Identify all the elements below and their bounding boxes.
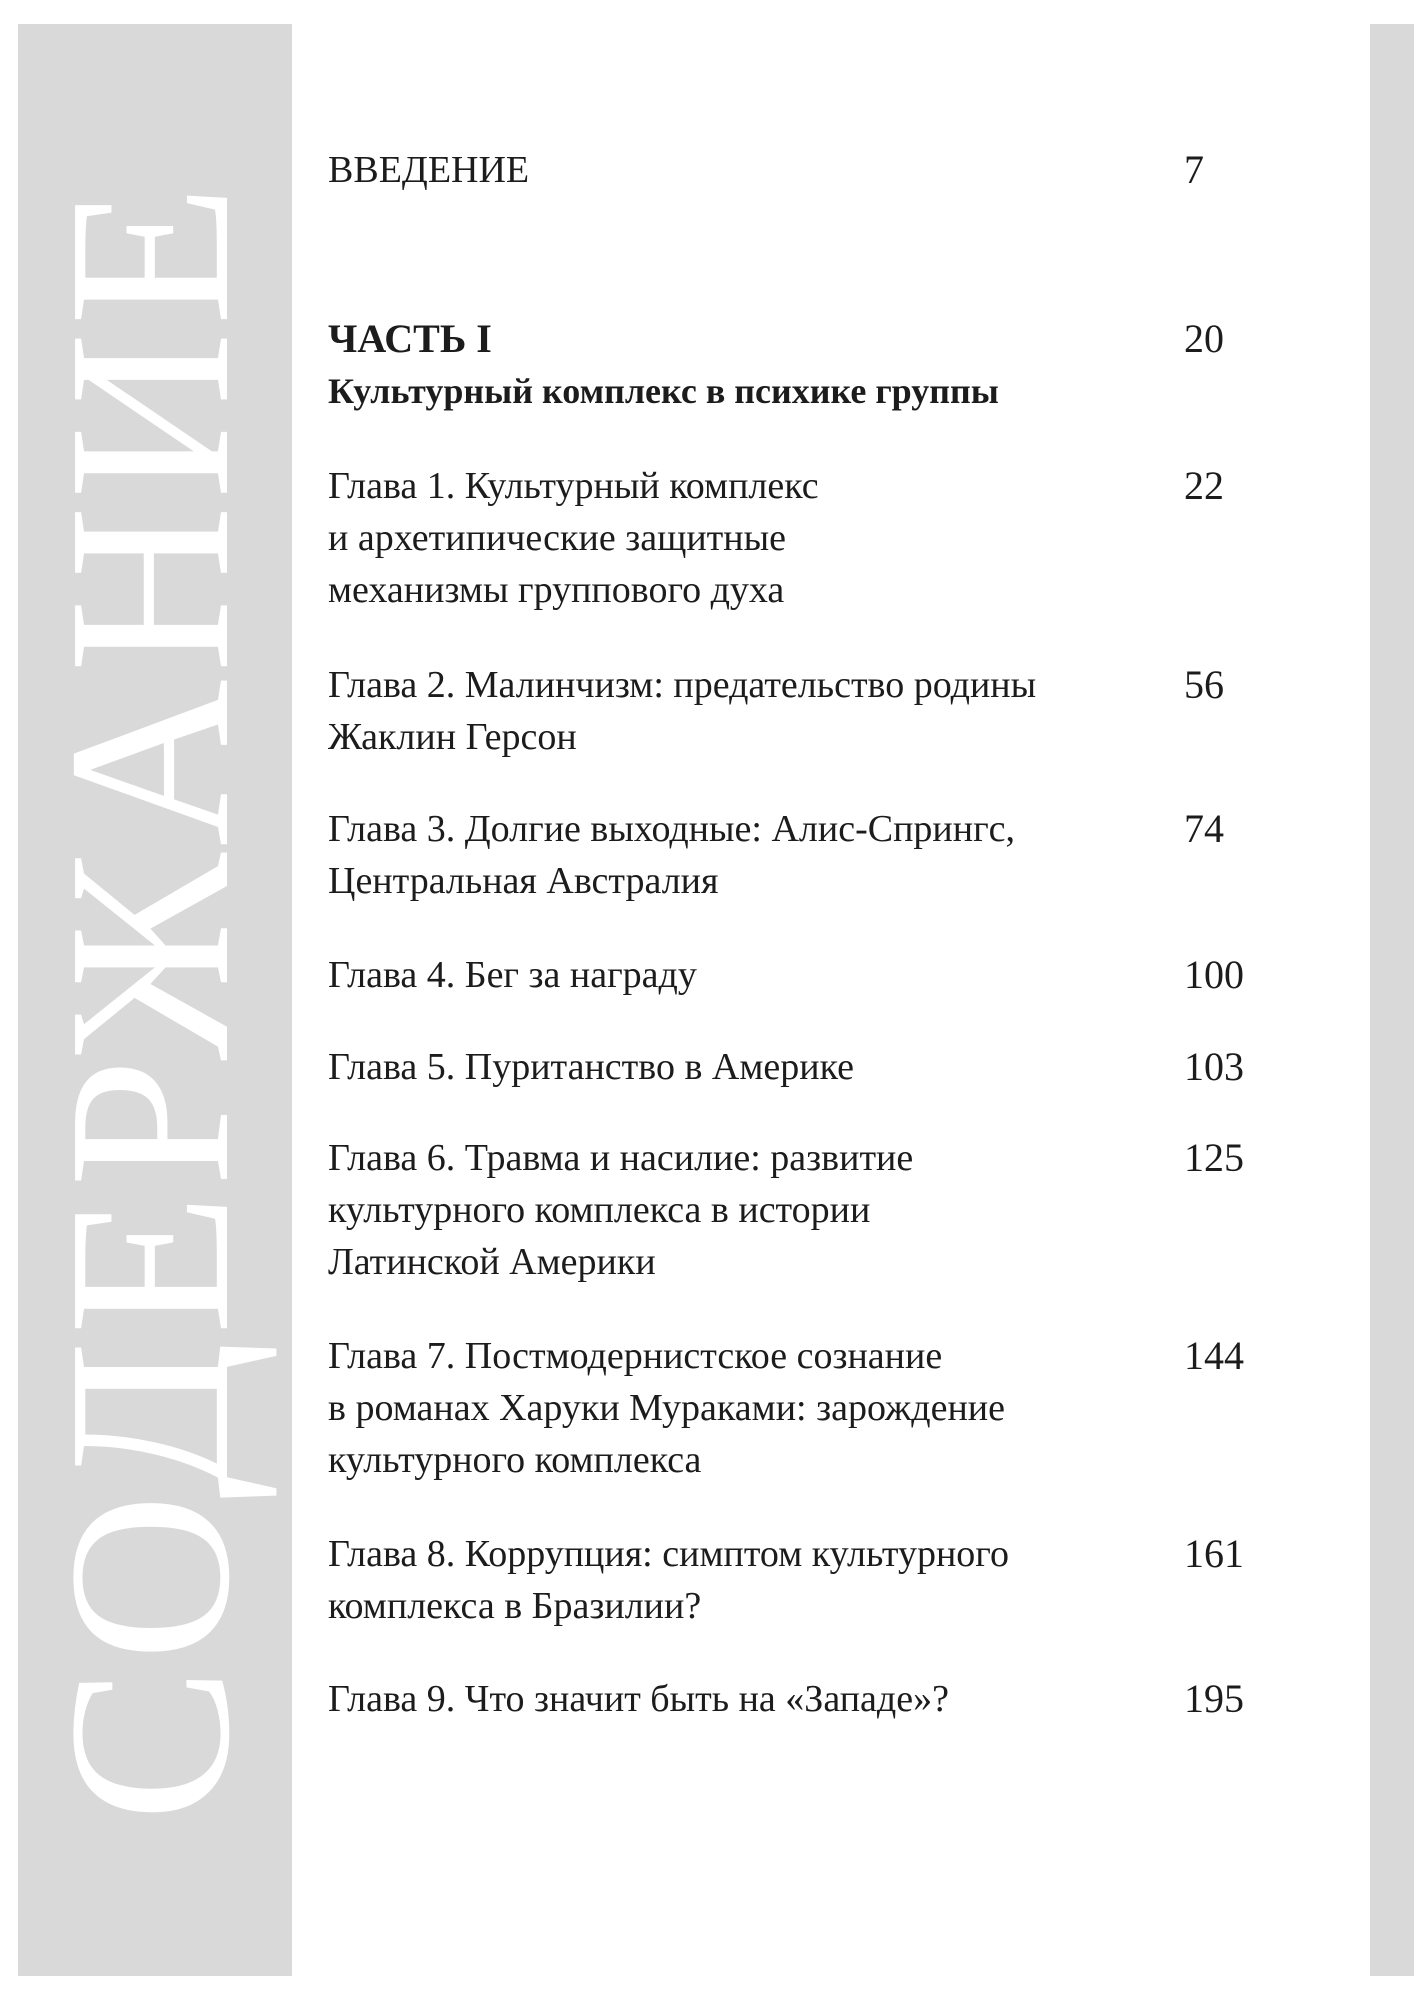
toc-page-number: 7 [1184,147,1204,192]
toc-entry-title [328,313,1128,417]
toc-part-subtitle: Культурный комплекс в психике группы [328,371,999,411]
toc-entry-line: Глава 4. Бег за награду [328,954,697,996]
toc-entry-line: Центральная Австралия [328,860,719,902]
toc-page-number: 22 [1184,463,1224,508]
toc-entry-title [328,949,1128,1001]
toc-entry-line: Глава 9. Что значит быть на «Западе»? [328,1678,949,1720]
toc-entry-line: культурного комплекса [328,1439,702,1481]
vertical-section-title: СОДЕРЖАНИЕ [21,178,278,1822]
toc-entry-title [328,460,1128,616]
toc-page-number: 161 [1184,1531,1244,1576]
toc-entry-title [328,1330,1128,1486]
toc-page-number: 144 [1184,1333,1244,1378]
toc-entry-line: Глава 1. Культурный комплекс [328,465,819,507]
toc-entry-line: в романах Харуки Мураками: зарождение [328,1387,1006,1429]
toc-entry-title [328,1673,1128,1725]
toc-entry-line: ВВЕДЕНИЕ [328,149,530,191]
toc-entry-title [328,659,1128,763]
toc-page-number: 103 [1184,1044,1244,1089]
toc-page-number: 56 [1184,662,1224,707]
toc-page-number: 100 [1184,952,1244,997]
toc-entry-line: Глава 2. Малинчизм: предательство родины [328,664,1037,706]
toc-entry-line: культурного комплекса в истории [328,1189,871,1231]
toc-part-heading: ЧАСТЬ I [328,316,492,361]
toc-entry-line: комплекса в Бразилии? [328,1585,702,1627]
table-of-contents [328,0,1348,2000]
toc-entry-title [328,1132,1128,1288]
toc-entry-line: Глава 7. Постмодернистское сознание [328,1335,943,1377]
toc-entry-line: Глава 6. Травма и насилие: развитие [328,1137,914,1179]
toc-entry-line: Латинской Америки [328,1241,656,1283]
toc-entry-title [328,144,1128,196]
toc-entry-title [328,803,1128,907]
toc-entry-title [328,1528,1128,1632]
right-gray-band [1370,24,1414,1976]
toc-page-number: 195 [1184,1676,1244,1721]
toc-entry-line: Жаклин Герсон [328,716,577,758]
toc-entry-line: и архетипические защитные [328,517,787,559]
toc-entry-line: Глава 5. Пуританство в Америке [328,1046,854,1088]
toc-page-number: 74 [1184,806,1224,851]
toc-entry-line: механизмы группового духа [328,569,785,611]
toc-page-number: 20 [1184,316,1224,361]
toc-entry-line: Глава 8. Коррупция: симптом культурного [328,1533,1009,1575]
toc-entry-line: Глава 3. Долгие выходные: Алис-Спрингс, [328,808,1016,850]
toc-entry-title [328,1041,1128,1093]
toc-page-number: 125 [1184,1135,1244,1180]
